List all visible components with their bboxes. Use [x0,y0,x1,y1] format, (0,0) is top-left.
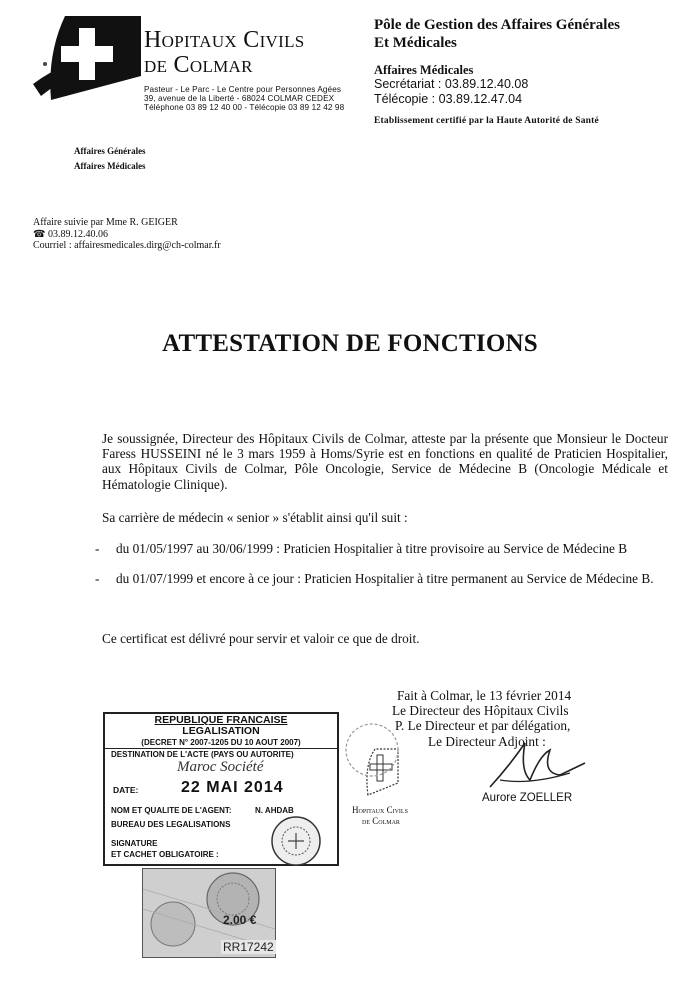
header-right [374,16,696,126]
hospital-seal-line1: Hopitaux Civils [352,805,408,815]
telecopie-number: Télécopie : 03.89.12.47.04 [374,92,523,106]
signature-delegation: P. Le Directeur et par délégation, [395,718,571,733]
stamp-date-label: DATE: [113,785,139,795]
contact-person: Affaire suivie par Mme R. GEIGER [33,217,178,228]
secretariat-phone: Secrétariat : 03.89.12.40.08 [374,77,529,91]
signatory-name: Aurore ZOELLER [482,792,573,804]
dept-affaires-generales: Affaires Générales [74,146,146,156]
pole-line2: Et Médicales [374,35,457,51]
certification-note: Etablissement certifié par la Haute Autorité de Santé [374,116,599,126]
hospital-name-line2: de Colmar [144,52,253,78]
ministry-round-seal [270,815,322,867]
stamp-date-row [105,779,337,799]
stamp-agent-value: N. AHDAB [255,806,294,815]
attestation-paragraph: Je soussignée, Directeur des Hôpitaux Civils de Colmar, atteste par la présente que Monsieur le Docteur Faress HUSSEINI né le 3 mars 1959 à Homs/Syrie est en fonctions en qualité de Praticien Hospitalier, aux Hôpitaux Civils de Colmar, Pôle Oncologie, Service de Médecine B (Oncologie Médicale et Hématologie Clinique). [102,431,668,492]
stamp-date-value: 22 MAI 2014 [181,779,284,796]
career-item-1 [95,541,668,556]
dept-affaires-medicales: Affaires Médicales [74,161,146,171]
stamp-republique: REPUBLIQUE FRANCAISE [154,714,288,726]
closing-statement: Ce certificat est délivré pour servir et valoir ce que de droit. [102,631,420,646]
career-item-2-text: du 01/07/1999 et encore à ce jour : Praticien Hospitalier à titre permanent au Service de Médecine B. [116,571,654,586]
hospital-address-1: Pasteur - Le Parc - Le Centre pour Personnes Agées [144,85,342,94]
bullet-dash: - [95,541,100,556]
stamp-signature-label: SIGNATURE [111,839,158,848]
stamp-bureau: BUREAU DES LEGALISATIONS [111,820,231,829]
career-item-2 [95,571,668,586]
stamp-destination: DESTINATION DE L'ACTE (PAYS OU AUTORITE) [111,750,294,759]
stamp-agent-label: NOM ET QUALITE DE L'AGENT: [111,806,232,815]
fiscal-stamp [142,868,276,958]
fiscal-stamp-ref: RR17242 [223,940,274,954]
fiscal-stamp-fee: 2.00 € [223,913,257,927]
hospital-address-2: 39, avenue de la Liberté - 68024 COLMAR CEDEX [144,94,335,103]
stamp-legalisation: LEGALISATION [182,725,260,737]
hospital-address-3: Téléphone 03 89 12 40 00 - Télécopie 03 89 12 42 98 [144,103,345,112]
career-item-1-text: du 01/05/1997 au 30/06/1999 : Praticien Hospitalier à titre provisoire au Service de Médecine B [116,541,628,556]
signature-place-date: Fait à Colmar, le 13 février 2014 [397,688,572,703]
pole-line1: Pôle de Gestion des Affaires Générales [374,17,620,33]
round-ink-seal [342,720,402,780]
career-intro: Sa carrière de médecin « senior » s'établit ainsi qu'il suit : [102,510,408,525]
stamp-destination-value: Maroc Société [177,759,264,775]
hospital-name-line1: Hopitaux Civils [144,27,305,53]
hospital-logo [33,14,143,104]
stamp-cachet-label: ET CACHET OBLIGATOIRE : [111,850,219,859]
signature-director: Le Directeur des Hôpitaux Civils [392,703,569,718]
service-name: Affaires Médicales [374,63,474,77]
contact-email: Courriel : affairesmedicales.dirg@ch-colmar.fr [33,240,221,251]
phone-icon: ☎ [33,229,46,240]
hospital-seal-line2: de Colmar [362,816,400,826]
handwritten-signature [470,735,590,795]
signature-deputy: Le Directeur Adjoint : [428,734,546,749]
contact-phone: 03.89.12.40.06 [47,229,108,240]
document-title: ATTESTATION DE FONCTIONS [162,330,538,357]
stamp-decret: (DECRET N° 2007-1205 DU 10 AOUT 2007) [105,737,337,749]
bullet-dash: - [95,571,100,586]
